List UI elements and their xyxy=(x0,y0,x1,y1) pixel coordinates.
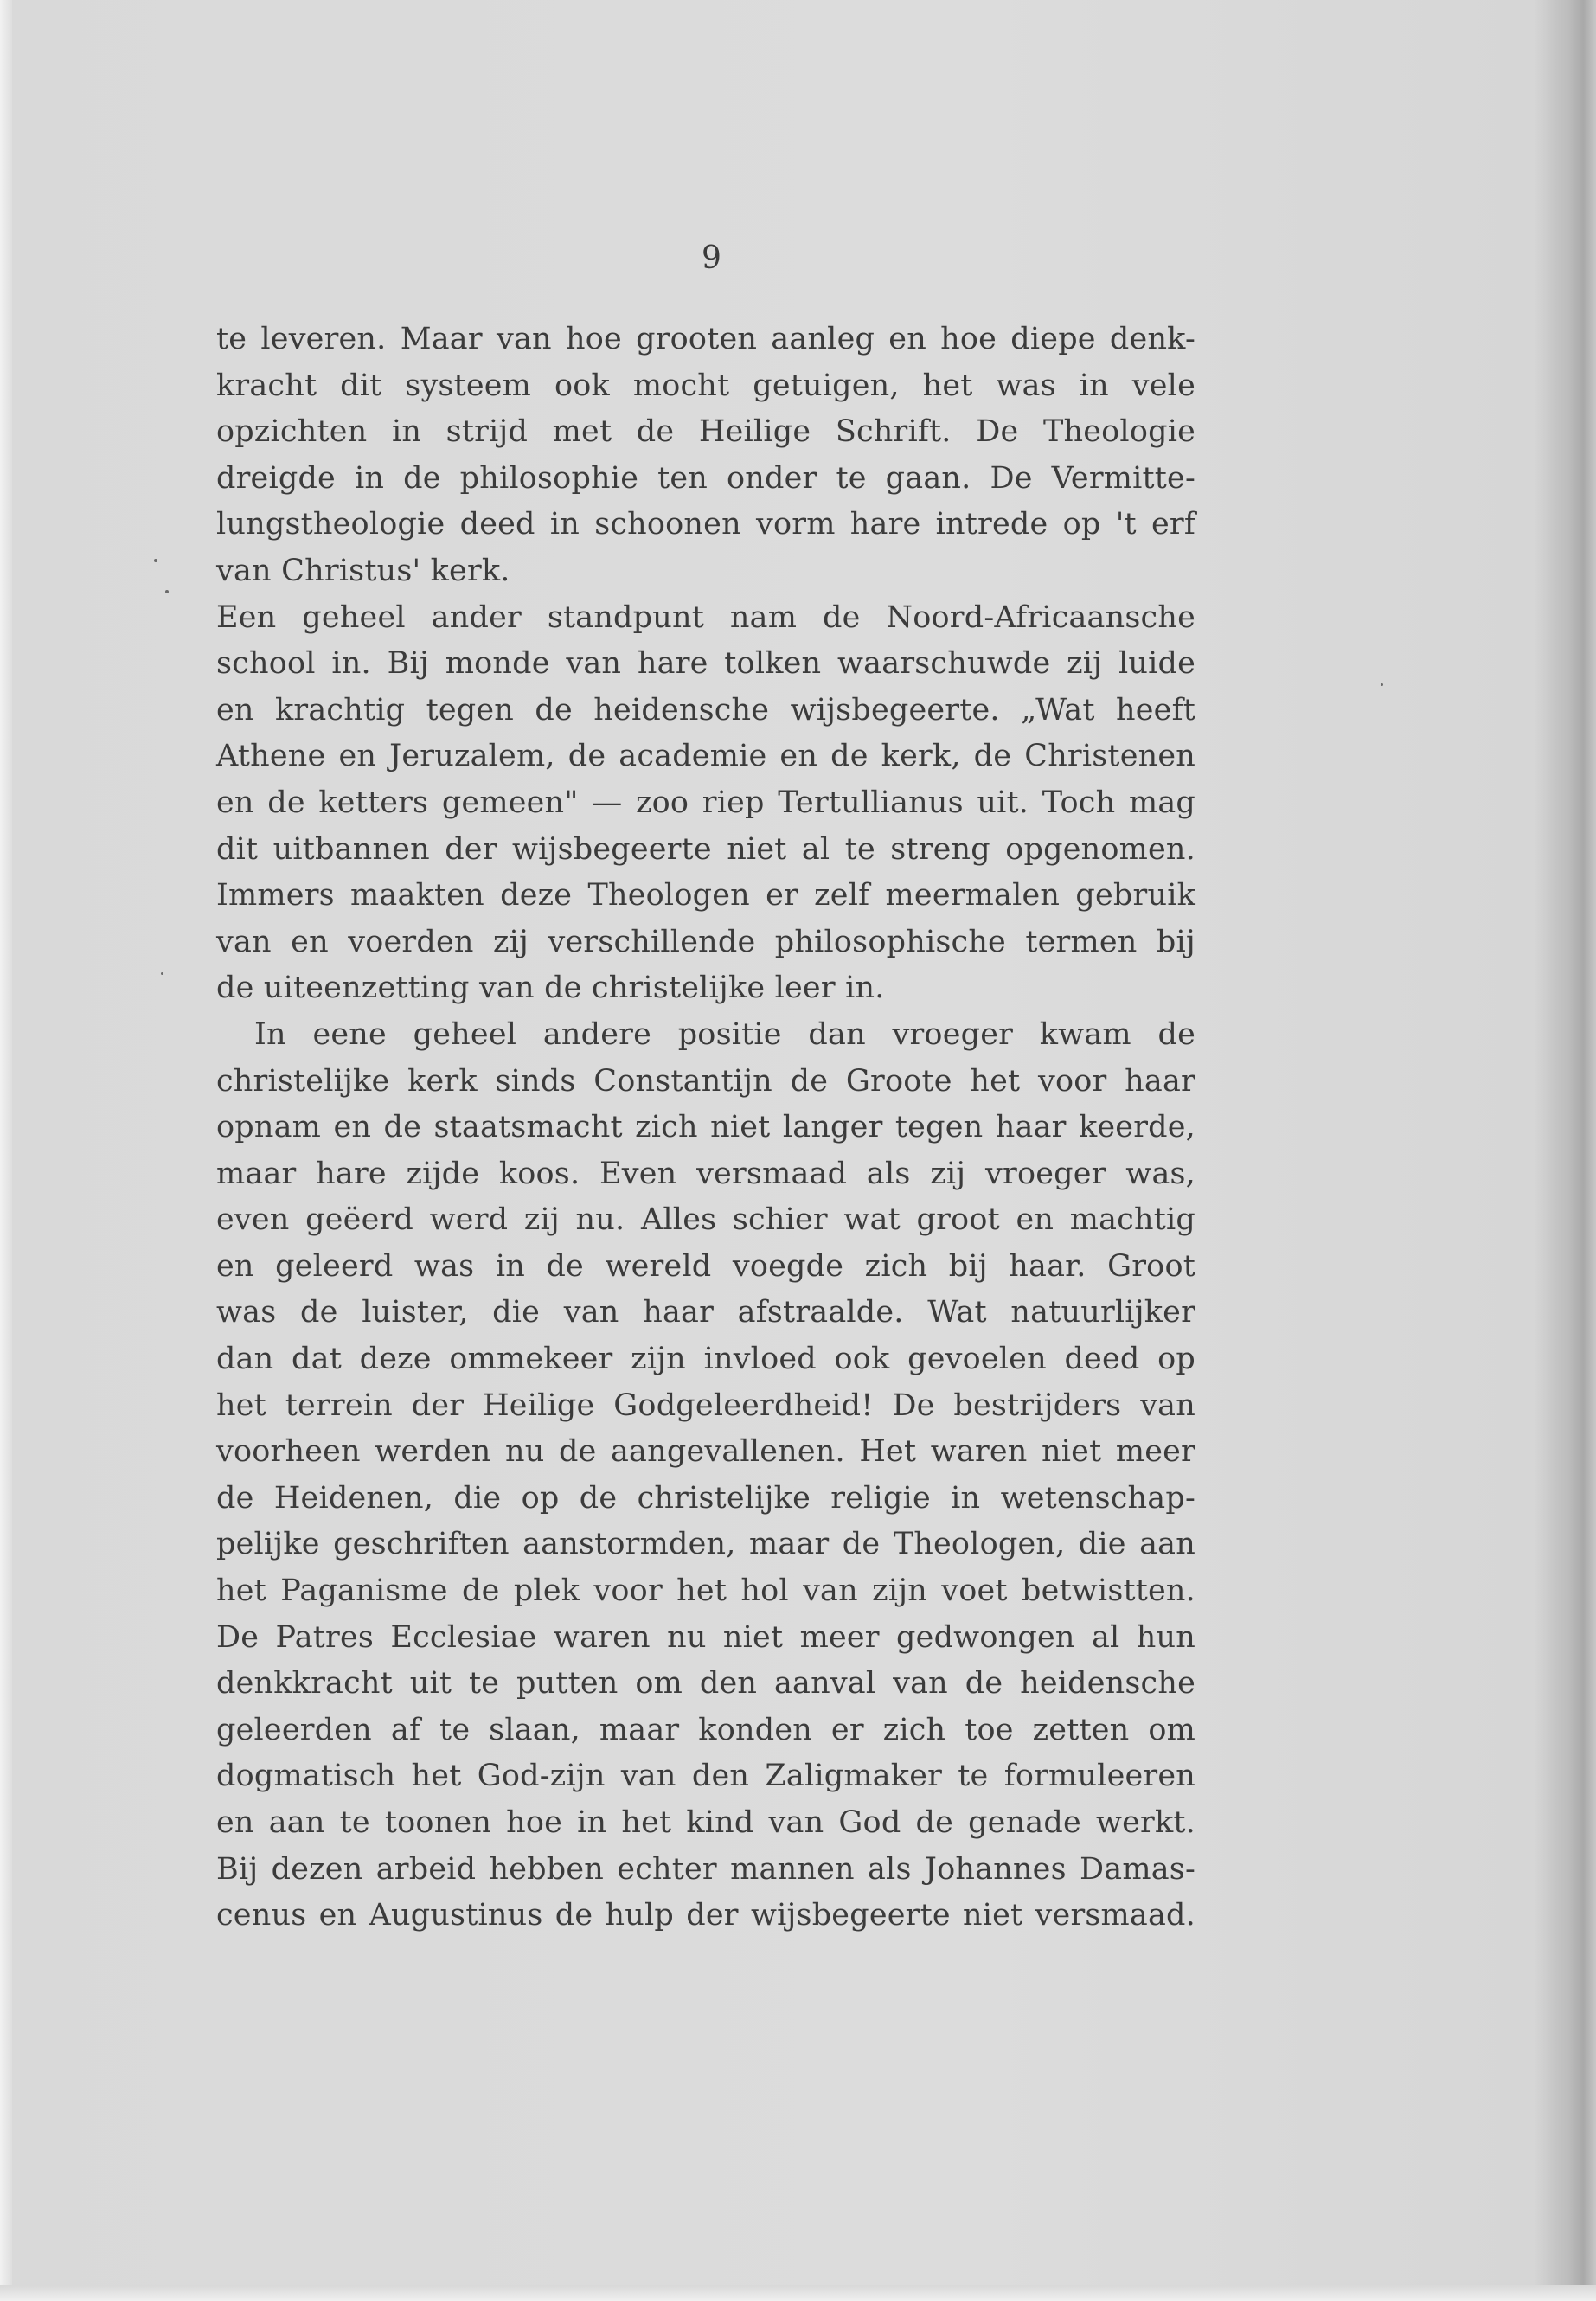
text-line: en krachtig tegen de heidensche wijsbegeerte. „Wat heeft xyxy=(216,692,1195,727)
text-line: Athene en Jeruzalem, de academie en de kerk, de Christenen xyxy=(216,739,1195,774)
text-line: de Heidenen, die op de christelijke religie in wetenschap- xyxy=(216,1480,1195,1516)
text-line: even geëerd werd zij nu. Alles schier wat groot en machtig xyxy=(216,1202,1195,1238)
scan-speck xyxy=(1381,683,1383,686)
text-line: Een geheel ander standpunt nam de Noord-Africaansche xyxy=(216,599,1195,635)
text-line: christelijke kerk sinds Constantijn de Groote het voor haar xyxy=(216,1063,1195,1099)
scan-speck xyxy=(161,972,163,975)
text-line: school in. Bij monde van hare tolken waarschuwde zij luide xyxy=(216,646,1195,682)
text-line: dogmatisch het God-zijn van den Zaligmaker te formuleeren xyxy=(216,1759,1195,1794)
text-line: voorheen werden nu de aangevallenen. Het waren niet meer xyxy=(216,1434,1195,1470)
text-line: cenus en Augustinus de hulp der wijsbegeerte niet versmaad. xyxy=(216,1898,1195,1933)
page-right-edge-shadow xyxy=(1534,0,1596,2301)
text-line: opzichten in strijd met de Heilige Schrift. De Theologie xyxy=(216,414,1195,450)
text-line: en aan te toonen hoe in het kind van God de genade werkt. xyxy=(216,1805,1195,1840)
body-text xyxy=(216,317,1195,1939)
text-line: en geleerd was in de wereld voegde zich bij haar. Groot xyxy=(216,1248,1195,1284)
page-bottom-edge xyxy=(0,2285,1596,2301)
text-line: geleerden af te slaan, maar konden er zich toe zetten om xyxy=(216,1712,1195,1747)
text-line: pelijke geschriften aanstormden, maar de Theologen, die aan xyxy=(216,1527,1195,1562)
text-line: de uiteenzetting van de christelijke leer in. xyxy=(216,971,885,1006)
text-line: het Paganisme de plek voor het hol van zijn voet betwistten. xyxy=(216,1574,1195,1609)
scan-speck xyxy=(165,590,169,593)
page-left-edge xyxy=(0,0,12,2301)
text-line: opnam en de staatsmacht zich niet langer tegen haar keerde, xyxy=(216,1110,1195,1145)
text-line: dit uitbannen der wijsbegeerte niet al te streng opgenomen. xyxy=(216,831,1195,867)
text-line: het terrein der Heilige Godgeleerdheid! De bestrijders van xyxy=(216,1388,1195,1423)
text-line: De Patres Ecclesiae waren nu niet meer gedwongen al hun xyxy=(216,1619,1195,1655)
text-line: kracht dit systeem ook mocht getuigen, het was in vele xyxy=(216,368,1195,403)
text-line: Immers maakten deze Theologen er zelf meermalen gebruik xyxy=(216,878,1195,913)
text-line: dreigde in de philosophie ten onder te gaan. De Vermitte- xyxy=(216,460,1195,496)
text-line: denkkracht uit te putten om den aanval van de heidensche xyxy=(216,1666,1195,1702)
text-line: lungstheologie deed in schoonen vorm hare intrede op 't erf xyxy=(216,507,1195,542)
text-line: van en voerden zij verschillende philosophische termen bij xyxy=(216,924,1195,959)
text-line: en de ketters gemeen" — zoo riep Tertullianus uit. Toch mag xyxy=(216,785,1195,820)
text-line: dan dat deze ommekeer zijn invloed ook gevoelen deed op xyxy=(216,1342,1195,1377)
text-line: was de luister, die van haar afstraalde. Wat natuurlijker xyxy=(216,1295,1195,1330)
text-line: Bij dezen arbeid hebben echter mannen als Johannes Damas- xyxy=(216,1851,1195,1887)
text-line: In eene geheel andere positie dan vroeger kwam de xyxy=(254,1016,1195,1052)
page-number: 9 xyxy=(702,240,721,276)
text-line: van Christus' kerk. xyxy=(216,553,510,588)
text-line: maar hare zijde koos. Even versmaad als zij vroeger was, xyxy=(216,1156,1195,1191)
scan-speck xyxy=(154,559,157,562)
text-line: te leveren. Maar van hoe grooten aanleg en hoe diepe denk- xyxy=(216,322,1195,356)
